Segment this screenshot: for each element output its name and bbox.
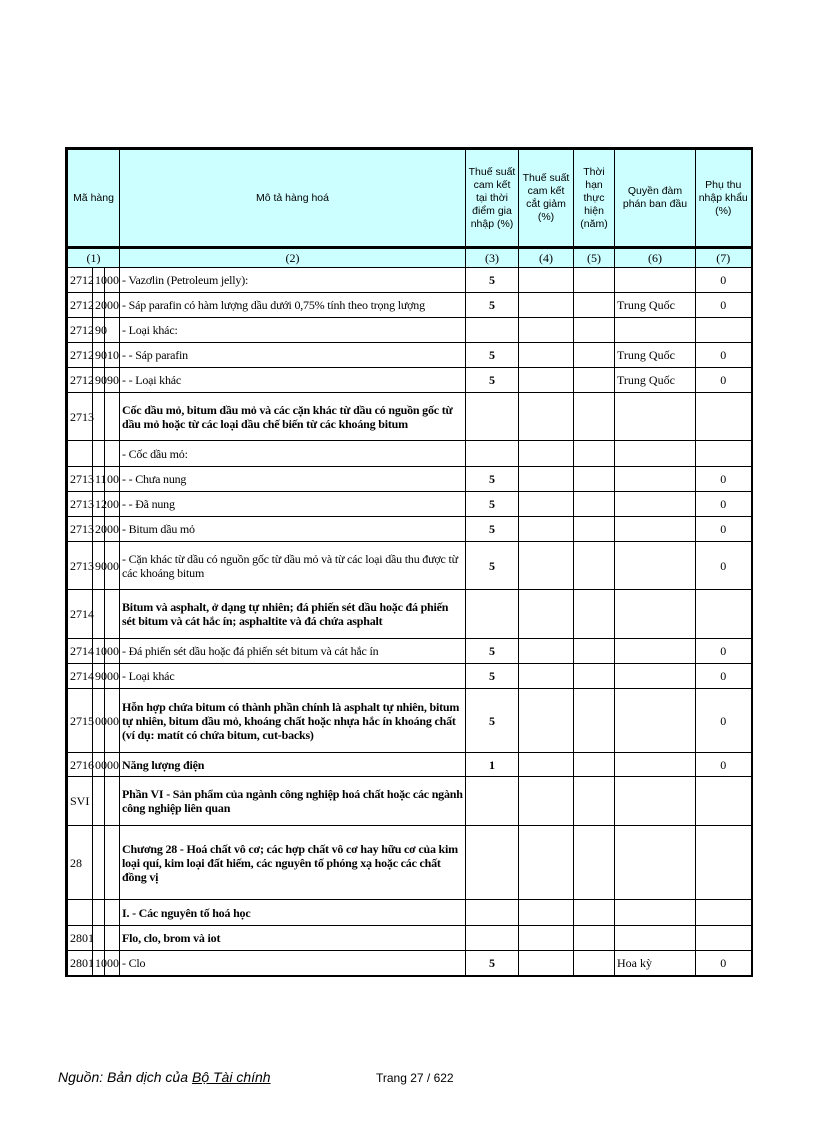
code-part-2: 00 [93,753,105,777]
code-part-3: 00 [105,492,120,517]
code-part-3 [105,900,120,926]
code-part-3: 00 [105,689,120,753]
item-description: I. - Các nguyên tố hoá học [120,900,466,926]
negotiating-rights [615,590,696,639]
item-description: Flo, clo, brom và iot [120,926,466,951]
rate-committed [519,777,574,826]
import-surcharge [696,900,752,926]
import-surcharge: 0 [696,951,752,976]
code-part-2 [93,777,105,826]
code-part-1 [67,900,93,926]
import-surcharge: 0 [696,753,752,777]
table-body [67,268,752,976]
item-description: - Loại khác: [120,318,466,343]
header-code: Mã hàng [67,149,120,248]
negotiating-rights [615,826,696,900]
rate-committed [519,441,574,467]
implementation-period [574,542,615,590]
import-surcharge: 0 [696,517,752,542]
code-part-3: 00 [105,639,120,664]
import-surcharge: 0 [696,542,752,590]
code-part-1: 2713 [67,517,93,542]
implementation-period [574,777,615,826]
import-surcharge: 0 [696,293,752,318]
implementation-period [574,753,615,777]
table-row [67,777,752,826]
import-surcharge [696,590,752,639]
code-part-2: 10 [93,268,105,293]
table-row [67,393,752,441]
rate-at-accession [466,826,519,900]
rate-at-accession [466,441,519,467]
rate-at-accession: 5 [466,368,519,393]
implementation-period [574,467,615,492]
rate-at-accession [466,393,519,441]
item-description: Cốc dầu mỏ, bitum dầu mỏ và các cặn khác từ dầu có nguồn gốc từ dầu mỏ hoặc từ các loại dầu chế biến từ các khoáng bitum [120,393,466,441]
negotiating-rights [615,492,696,517]
code-part-1: 2716 [67,753,93,777]
header-import-surcharge: Phụ thu nhập khẩu (%) [696,149,752,248]
rate-at-accession [466,900,519,926]
rate-committed [519,318,574,343]
header-rate-at-accession: Thuế suất cam kết tại thời điểm gia nhập (%) [466,149,519,248]
header-implementation-period: Thời hạn thực hiện (năm) [574,149,615,248]
negotiating-rights [615,517,696,542]
item-description: - - Chưa nung [120,467,466,492]
code-part-2: 90 [93,368,105,393]
code-part-3: 00 [105,753,120,777]
negotiating-rights [615,467,696,492]
table-row [67,268,752,293]
code-part-3: 00 [105,268,120,293]
code-part-1: 2714 [67,639,93,664]
negotiating-rights [615,900,696,926]
code-part-2: 20 [93,293,105,318]
code-part-1: 2713 [67,393,93,441]
item-description: Chương 28 - Hoá chất vô cơ; các hợp chất vô cơ hay hữu cơ của kim loại quí, kim loại đất hiếm, các nguyên tố phóng xạ hoặc các chất đồng vị [120,826,466,900]
implementation-period [574,689,615,753]
code-part-3: 00 [105,664,120,689]
rate-committed [519,826,574,900]
item-description: - Đá phiến sét dầu hoặc đá phiến sét bitum và cát hắc ín [120,639,466,664]
implementation-period [574,664,615,689]
code-part-3 [105,393,120,441]
import-surcharge: 0 [696,664,752,689]
negotiating-rights [615,926,696,951]
rate-committed [519,926,574,951]
column-number-3: (3) [466,248,519,268]
negotiating-rights [615,777,696,826]
import-surcharge: 0 [696,268,752,293]
table-row [67,318,752,343]
implementation-period [574,368,615,393]
import-surcharge [696,926,752,951]
column-number-5: (5) [574,248,615,268]
code-part-1: 2713 [67,467,93,492]
negotiating-rights: Hoa kỳ [615,951,696,976]
rate-committed [519,900,574,926]
item-description: Phần VI - Sản phẩm của ngành công nghiệp hoá chất hoặc các ngành công nghiệp liên quan [120,777,466,826]
implementation-period [574,900,615,926]
rate-at-accession: 5 [466,639,519,664]
code-part-1: 2714 [67,664,93,689]
import-surcharge [696,441,752,467]
table-row [67,343,752,368]
code-part-2: 90 [93,542,105,590]
rate-committed [519,664,574,689]
rate-at-accession [466,777,519,826]
code-part-3 [105,826,120,900]
implementation-period [574,517,615,542]
item-description: - Vazơlin (Petroleum jelly): [120,268,466,293]
table-row [67,293,752,318]
implementation-period [574,926,615,951]
negotiating-rights [615,268,696,293]
code-part-2: 90 [93,318,105,343]
import-surcharge: 0 [696,689,752,753]
item-description: Bitum và asphalt, ở dạng tự nhiên; đá phiến sét dầu hoặc đá phiến sét bitum và cát hắc ín; asphaltite và đá chứa asphalt [120,590,466,639]
item-description: - Cặn khác từ dầu có nguồn gốc từ dầu mỏ và từ các loại dầu thu được từ các khoáng bitum [120,542,466,590]
implementation-period [574,343,615,368]
table-row [67,664,752,689]
rate-at-accession: 1 [466,753,519,777]
code-part-1: 28 [67,826,93,900]
code-part-2: 90 [93,664,105,689]
rate-at-accession: 5 [466,689,519,753]
negotiating-rights [615,318,696,343]
code-part-3: 00 [105,542,120,590]
import-surcharge: 0 [696,368,752,393]
table-row [67,441,752,467]
rate-at-accession: 5 [466,517,519,542]
code-part-2: 12 [93,492,105,517]
import-surcharge [696,826,752,900]
column-number-4: (4) [519,248,574,268]
rate-at-accession [466,318,519,343]
code-part-1 [67,441,93,467]
implementation-period [574,951,615,976]
code-part-2 [93,393,105,441]
negotiating-rights: Trung Quốc [615,293,696,318]
negotiating-rights [615,441,696,467]
rate-at-accession: 5 [466,268,519,293]
source-link[interactable]: Bộ Tài chính [191,1069,271,1085]
rate-committed [519,343,574,368]
rate-at-accession: 5 [466,293,519,318]
negotiating-rights [615,639,696,664]
table-row [67,517,752,542]
rate-at-accession [466,590,519,639]
code-part-2 [93,900,105,926]
column-number-7: (7) [696,248,752,268]
negotiating-rights [615,393,696,441]
negotiating-rights [615,753,696,777]
item-description: - Cốc dầu mỏ: [120,441,466,467]
negotiating-rights [615,542,696,590]
header-description: Mô tả hàng hoá [120,149,466,248]
code-part-3 [105,590,120,639]
code-part-3: 00 [105,517,120,542]
code-part-2: 11 [93,467,105,492]
code-part-2: 20 [93,517,105,542]
rate-committed [519,951,574,976]
footer-source [58,1069,271,1085]
code-part-1: 2712 [67,343,93,368]
rate-committed [519,293,574,318]
code-part-2: 10 [93,951,105,976]
code-part-2 [93,590,105,639]
negotiating-rights: Trung Quốc [615,368,696,393]
header-negotiating-rights: Quyền đàm phán ban đầu [615,149,696,248]
page-number: Trang 27 / 622 [376,1071,454,1085]
import-surcharge [696,318,752,343]
implementation-period [574,590,615,639]
item-description: - - Đã nung [120,492,466,517]
item-description: - Bitum dầu mỏ [120,517,466,542]
table-row [67,826,752,900]
rate-committed [519,517,574,542]
import-surcharge: 0 [696,639,752,664]
negotiating-rights [615,664,696,689]
rate-committed [519,393,574,441]
item-description: - - Loại khác [120,368,466,393]
rate-at-accession: 5 [466,343,519,368]
rate-at-accession: 5 [466,542,519,590]
item-description: - Clo [120,951,466,976]
implementation-period [574,826,615,900]
code-part-3: 00 [105,293,120,318]
rate-committed [519,268,574,293]
implementation-period [574,268,615,293]
code-part-3 [105,441,120,467]
rate-committed [519,639,574,664]
code-part-1: 2714 [67,590,93,639]
implementation-period [574,492,615,517]
code-part-1: 2801 [67,951,93,976]
implementation-period [574,441,615,467]
code-part-3: 00 [105,951,120,976]
column-number-row [67,248,752,268]
negotiating-rights: Trung Quốc [615,343,696,368]
code-part-2: 90 [93,343,105,368]
code-part-3: 90 [105,368,120,393]
item-description: - Sáp parafin có hàm lượng dầu dưới 0,75% tính theo trọng lượng [120,293,466,318]
code-part-1: 2715 [67,689,93,753]
rate-at-accession: 5 [466,664,519,689]
item-description: Năng lượng điện [120,753,466,777]
implementation-period [574,639,615,664]
code-part-1: 2712 [67,318,93,343]
code-part-3 [105,926,120,951]
code-part-3 [105,777,120,826]
table-header-row [67,149,752,248]
column-number-2: (2) [120,248,466,268]
rate-committed [519,542,574,590]
rate-committed [519,467,574,492]
code-part-2 [93,441,105,467]
code-part-2: 00 [93,689,105,753]
code-part-3: 10 [105,343,120,368]
table-row [67,368,752,393]
code-part-3: 00 [105,467,120,492]
code-part-1: 2712 [67,368,93,393]
table-row [67,542,752,590]
item-description: Hỗn hợp chứa bitum có thành phần chính là asphalt tự nhiên, bitum tự nhiên, bitum dầu mỏ, khoáng chất hoặc nhựa hắc ín khoáng chất (ví dụ: matít có chứa bitum, cut-backs) [120,689,466,753]
table-row [67,900,752,926]
rate-at-accession: 5 [466,467,519,492]
rate-at-accession: 5 [466,492,519,517]
table-row [67,639,752,664]
code-part-2 [93,826,105,900]
rate-at-accession [466,926,519,951]
code-part-1: 2712 [67,293,93,318]
import-surcharge: 0 [696,492,752,517]
tariff-table [65,147,753,977]
code-part-1: SVI [67,777,93,826]
header-rate-committed: Thuế suất cam kết cắt giảm (%) [519,149,574,248]
code-part-1: 2712 [67,268,93,293]
code-part-2 [93,926,105,951]
code-part-1: 2713 [67,542,93,590]
rate-at-accession: 5 [466,951,519,976]
rate-committed [519,753,574,777]
rate-committed [519,368,574,393]
table-row [67,689,752,753]
column-number-6: (6) [615,248,696,268]
table-row [67,753,752,777]
import-surcharge [696,393,752,441]
negotiating-rights [615,689,696,753]
code-part-2: 10 [93,639,105,664]
item-description: - - Sáp parafin [120,343,466,368]
implementation-period [574,293,615,318]
code-part-1: 2801 [67,926,93,951]
source-label: Nguồn: Bản dịch của [58,1069,188,1085]
import-surcharge: 0 [696,467,752,492]
item-description: - Loại khác [120,664,466,689]
rate-committed [519,492,574,517]
table-row [67,492,752,517]
table-row [67,951,752,976]
rate-committed [519,590,574,639]
table-row [67,590,752,639]
table-row [67,926,752,951]
column-number-1: (1) [67,248,120,268]
rate-committed [519,689,574,753]
table-row [67,467,752,492]
code-part-1: 2713 [67,492,93,517]
implementation-period [574,318,615,343]
import-surcharge: 0 [696,343,752,368]
import-surcharge [696,777,752,826]
implementation-period [574,393,615,441]
